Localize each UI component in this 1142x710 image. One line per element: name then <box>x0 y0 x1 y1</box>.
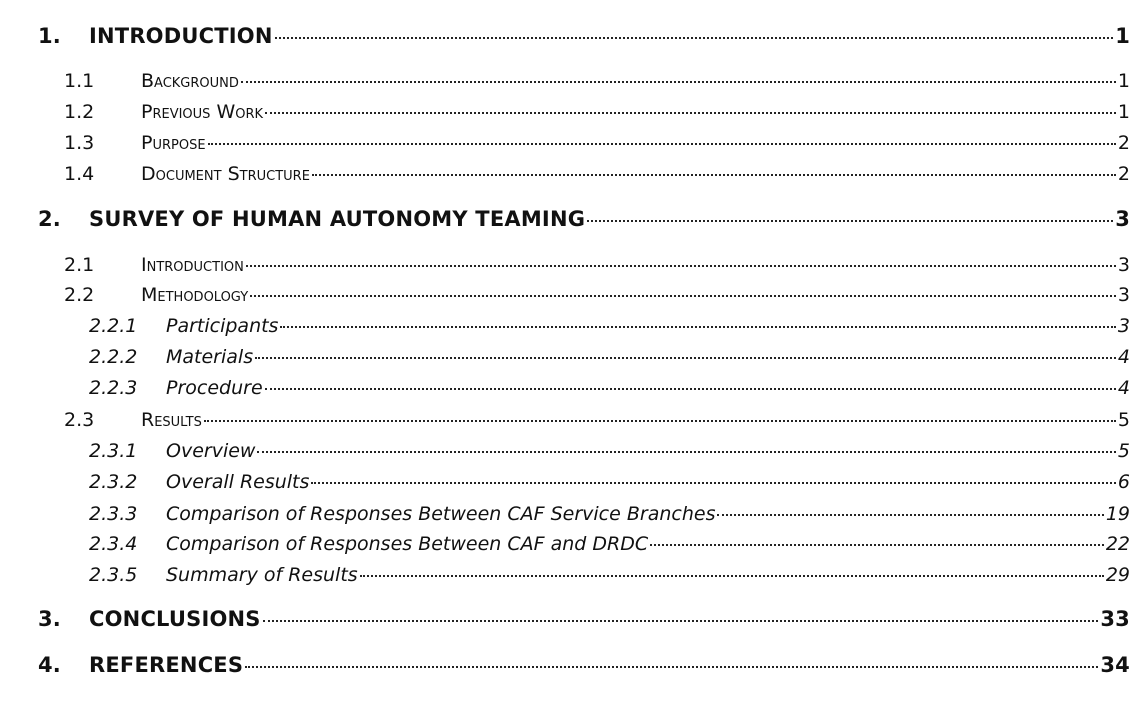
toc-entry-title: Participants <box>166 315 279 337</box>
toc-entry-number: 2.3.3 <box>89 503 138 525</box>
dot-leader <box>255 357 1116 359</box>
dot-leader <box>204 420 1116 422</box>
dot-leader <box>245 666 1098 668</box>
toc-entry-number: 4. <box>38 653 61 677</box>
toc-entry-page: 29 <box>1105 564 1130 586</box>
toc-entry-title: Comparison of Responses Between CAF Service Branches <box>166 503 716 525</box>
toc-entry-page: 3 <box>1117 284 1130 306</box>
toc-entry-number: 3. <box>38 607 61 631</box>
toc-entry-number: 2.3.4 <box>89 533 138 555</box>
toc-entry-number: 1.2 <box>64 101 95 123</box>
toc-entry-title: Methodology <box>141 284 249 306</box>
dot-leader <box>275 37 1114 39</box>
toc-entry-title: Comparison of Responses Between CAF and DRDC <box>166 533 649 555</box>
toc-entry-page: 2 <box>1117 163 1130 185</box>
toc-entry-page: 2 <box>1117 132 1130 154</box>
toc-entry-title: REFERENCES <box>89 653 244 677</box>
toc-entry-page: 1 <box>1117 101 1130 123</box>
toc-entry-number: 2.2.2 <box>89 346 138 368</box>
toc-entry-title: CONCLUSIONS <box>89 607 261 631</box>
toc-entry-page: 4 <box>1117 346 1130 368</box>
toc-entry-number: 2.3.1 <box>89 440 138 462</box>
toc-entry-number: 1.4 <box>64 163 95 185</box>
toc-entry-page: 19 <box>1105 503 1130 525</box>
toc-entry-number: 2.2.3 <box>89 377 138 399</box>
toc-entry-page: 1 <box>1115 24 1130 48</box>
dot-leader <box>250 295 1116 297</box>
toc-entry-number: 1.3 <box>64 132 95 154</box>
dot-leader <box>312 174 1116 176</box>
toc-entry-title: Overall Results <box>166 471 310 493</box>
toc-entry-page: 5 <box>1117 409 1130 431</box>
toc-entry-number: 2.2.1 <box>89 315 138 337</box>
toc-entry-page: 4 <box>1117 377 1130 399</box>
dot-leader <box>717 514 1103 516</box>
dot-leader <box>265 388 1116 390</box>
dot-leader <box>208 143 1116 145</box>
toc-entry-title: Background <box>141 70 239 92</box>
toc-entry-title: Previous Work <box>141 101 264 123</box>
toc-entry-page: 34 <box>1100 653 1130 677</box>
dot-leader <box>263 620 1099 622</box>
dot-leader <box>311 482 1116 484</box>
toc-entry-title: Results <box>141 409 202 431</box>
toc-entry-page: 5 <box>1117 440 1130 462</box>
dot-leader <box>265 112 1116 114</box>
toc-entry-number: 2.3 <box>64 409 95 431</box>
toc-entry-page: 1 <box>1117 70 1130 92</box>
toc-entry-number: 2. <box>38 207 61 231</box>
toc-entry-page: 33 <box>1100 607 1130 631</box>
toc-entry-number: 1.1 <box>64 70 95 92</box>
toc-entry-page: 3 <box>1117 254 1130 276</box>
toc-entry-number: 1. <box>38 24 61 48</box>
toc-entry-number: 2.1 <box>64 254 95 276</box>
toc-entry-title: SURVEY OF HUMAN AUTONOMY TEAMING <box>89 207 586 231</box>
toc-entry-title: Procedure <box>166 377 263 399</box>
toc-entry-title: Overview <box>166 440 256 462</box>
dot-leader <box>241 81 1116 83</box>
dot-leader <box>587 220 1113 222</box>
toc-entry-title: Purpose <box>141 132 206 154</box>
toc-entry-page: 3 <box>1117 315 1130 337</box>
dot-leader <box>280 326 1115 328</box>
toc-entry-title: Summary of Results <box>166 564 358 586</box>
dot-leader <box>360 575 1104 577</box>
dot-leader <box>246 265 1116 267</box>
toc-entry-title: INTRODUCTION <box>89 24 273 48</box>
toc-entry-title: Introduction <box>141 254 244 276</box>
toc-entry-number: 2.3.5 <box>89 564 138 586</box>
toc-entry-page: 3 <box>1115 207 1130 231</box>
toc-entry-number: 2.3.2 <box>89 471 138 493</box>
dot-leader <box>257 451 1115 453</box>
toc-entry-title: Document Structure <box>141 163 310 185</box>
toc-entry-number: 2.2 <box>64 284 95 306</box>
toc-entry-page: 6 <box>1117 471 1130 493</box>
dot-leader <box>650 544 1104 546</box>
toc-entry-title: Materials <box>166 346 254 368</box>
toc-entry-page: 22 <box>1105 533 1130 555</box>
